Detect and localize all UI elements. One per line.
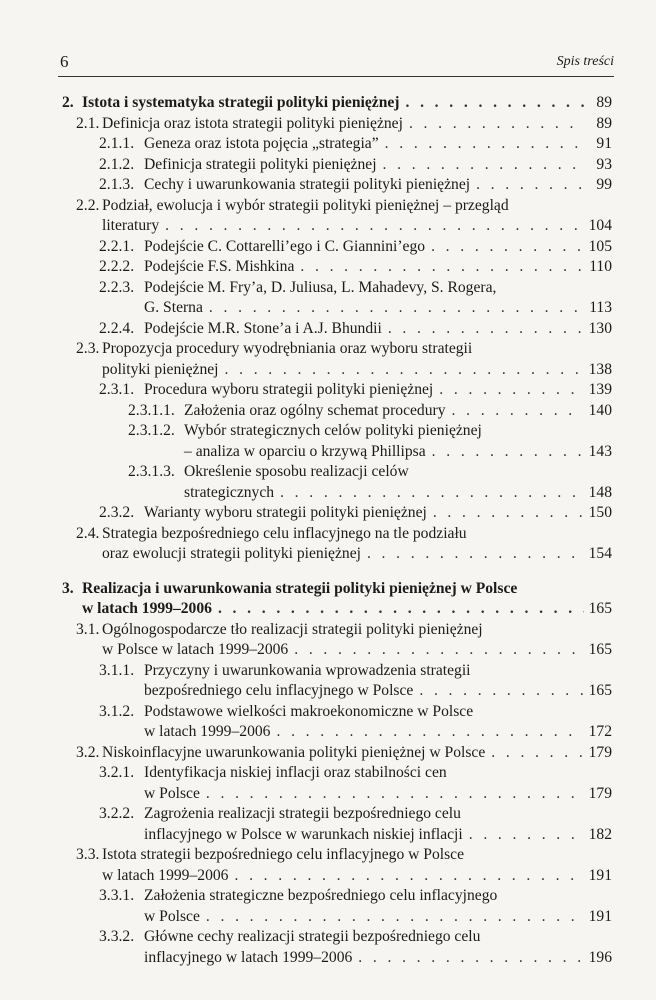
toc-entry-title: w latach 1999–2006 bbox=[144, 723, 271, 740]
toc-entry-title: oraz ewolucji strategii polityki pieniężnej bbox=[102, 545, 361, 562]
toc-entry-number: 2.2.1. bbox=[99, 237, 135, 255]
toc-entry-title: Istota strategii bezpośredniego celu inflacyjnego w Polsce bbox=[102, 846, 465, 863]
dot-leader bbox=[405, 93, 584, 114]
toc-entry-title: strategicznych bbox=[184, 483, 275, 501]
toc-entry-number: 2.1.3. bbox=[99, 176, 135, 193]
toc-entry-title: Definicja strategii polityki pieniężnej bbox=[144, 155, 377, 173]
toc-entry-title: Geneza oraz istota pojęcia „strategia” bbox=[144, 135, 379, 152]
toc-entry bbox=[62, 661, 612, 702]
toc-page-ref: 104 bbox=[588, 217, 612, 234]
toc-entry-number: 2.3.1.2. bbox=[128, 422, 175, 439]
dot-leader bbox=[218, 599, 584, 620]
page-number: 6 bbox=[60, 52, 69, 71]
dot-leader bbox=[367, 544, 584, 565]
toc-entry bbox=[62, 380, 612, 401]
toc-page-ref: 165 bbox=[588, 641, 612, 658]
toc-entry-title: Definicja oraz istota strategii polityki pieniężnej bbox=[102, 114, 403, 132]
toc-entry bbox=[62, 278, 612, 319]
toc-entry bbox=[62, 237, 612, 258]
toc-entry-title: Podejście M. Fry’a, D. Juliusa, L. Mahadevy, S. Rogera, bbox=[144, 278, 497, 296]
dot-leader bbox=[206, 907, 584, 928]
toc-entry-title: Identyfikacja niskiej inflacji oraz stabilności cen bbox=[144, 764, 447, 781]
dot-leader bbox=[383, 155, 584, 176]
toc-entry-title: Propozycja procedury wyodrębniania oraz wyboru strategii bbox=[102, 340, 473, 357]
toc-entry bbox=[62, 845, 612, 886]
toc-entry bbox=[62, 702, 612, 743]
dot-leader bbox=[409, 114, 584, 135]
toc-entry-number: 2.3.1.1. bbox=[128, 401, 175, 419]
toc-entry-title: bezpośredniego celu inflacyjnego w Polsce bbox=[144, 682, 414, 699]
toc-entry-number: 2.1.1. bbox=[99, 135, 135, 152]
dot-leader bbox=[294, 640, 584, 661]
dot-leader bbox=[469, 825, 584, 846]
dot-leader bbox=[432, 442, 584, 463]
toc-entry-title: Strategia bezpośredniego celu inflacyjnego na tle podziału bbox=[102, 524, 467, 542]
toc-entry-number: 2.1. bbox=[76, 114, 100, 132]
toc-entry-number: 2.2.3. bbox=[99, 278, 135, 296]
toc-entry-title: Wybór strategicznych celów polityki pieniężnej bbox=[184, 422, 482, 439]
toc-entry-title: w Polsce bbox=[144, 907, 200, 925]
toc-entry-title: Procedura wyboru strategii polityki pieniężnej bbox=[144, 381, 434, 398]
toc-page-ref: 143 bbox=[588, 442, 612, 460]
toc-page-ref: 196 bbox=[588, 948, 612, 966]
toc-page-ref: 165 bbox=[588, 682, 612, 699]
dot-leader bbox=[234, 866, 584, 887]
toc-entry bbox=[62, 927, 612, 968]
toc-entry bbox=[62, 743, 612, 764]
toc-entry-title: Podejście C. Cottarelli’ego i C. Giannini’ego bbox=[144, 237, 426, 255]
toc-entry-title: polityki pieniężnej bbox=[102, 360, 219, 378]
toc-entry bbox=[62, 421, 612, 462]
toc-entry-number: 2. bbox=[62, 94, 74, 111]
toc-entry-title: G. Sterna bbox=[144, 299, 203, 316]
toc-entry-title: Podstawowe wielkości makroekonomiczne w Polsce bbox=[144, 702, 474, 720]
dot-leader bbox=[225, 360, 585, 381]
running-head bbox=[58, 52, 614, 77]
toc-page-ref: 165 bbox=[588, 600, 612, 617]
toc-entry-number: 3.1.2. bbox=[99, 702, 135, 720]
toc-entry-title: Warianty wyboru strategii polityki pieniężnej bbox=[144, 504, 427, 521]
toc-entry bbox=[62, 196, 612, 237]
toc-entry-title: w latach 1999–2006 bbox=[102, 866, 229, 884]
toc-entry-title: Niskoinflacyjne uwarunkowania polityki pieniężnej w Polsce bbox=[102, 743, 486, 761]
dot-leader bbox=[491, 743, 584, 764]
toc-entry bbox=[62, 804, 612, 845]
dot-leader bbox=[419, 681, 584, 702]
toc-entry-title: w latach 1999–2006 bbox=[82, 600, 212, 617]
toc-entry-number: 2.3.1.3. bbox=[128, 463, 175, 480]
toc-entry-title: Podejście M.R. Stone’a i A.J. Bhundii bbox=[144, 319, 382, 337]
toc-page-ref: 154 bbox=[588, 545, 612, 562]
toc-page-ref: 182 bbox=[588, 825, 612, 843]
toc-entry-title: Podział, ewolucja i wybór strategii polityki pieniężnej – przegląd bbox=[102, 196, 509, 214]
toc-entry bbox=[62, 462, 612, 503]
toc-page-ref: 172 bbox=[588, 723, 612, 740]
dot-leader bbox=[452, 401, 584, 422]
toc-page-ref: 130 bbox=[588, 319, 612, 337]
toc-entry-title: Cechy i uwarunkowania strategii polityki pieniężnej bbox=[144, 176, 471, 193]
toc-entry bbox=[62, 175, 612, 196]
dot-leader bbox=[165, 216, 584, 237]
dot-leader bbox=[206, 784, 584, 805]
toc-entry-title: Przyczyny i uwarunkowania wprowadzenia strategii bbox=[144, 661, 471, 679]
toc-entry-title: Istota i systematyka strategii polityki pieniężnej bbox=[82, 94, 400, 111]
dot-leader bbox=[439, 380, 584, 401]
toc-page-ref: 93 bbox=[596, 155, 612, 173]
toc-page-ref: 110 bbox=[589, 258, 612, 275]
toc-entry-number: 3.2.2. bbox=[99, 805, 135, 822]
toc-chapter bbox=[62, 93, 612, 114]
toc-entry-number: 3.2. bbox=[76, 743, 100, 761]
table-of-contents bbox=[62, 93, 612, 968]
toc-entry-number: 3. bbox=[62, 579, 74, 597]
toc-page-ref: 150 bbox=[588, 504, 612, 521]
toc-entry-title: – analiza w oparciu o krzywą Phillipsa bbox=[184, 442, 426, 460]
toc-entry-number: 2.3.1. bbox=[99, 381, 135, 398]
toc-page-ref: 139 bbox=[588, 381, 612, 398]
toc-page-ref: 148 bbox=[588, 483, 612, 501]
toc-page-ref: 91 bbox=[596, 135, 612, 152]
toc-entry-title: inflacyjnego w Polsce w warunkach niskiej inflacji bbox=[144, 825, 463, 843]
toc-entry bbox=[62, 114, 612, 135]
toc-entry bbox=[62, 257, 612, 278]
toc-entry bbox=[62, 503, 612, 524]
toc-page-ref: 138 bbox=[588, 360, 612, 378]
dot-leader bbox=[476, 175, 584, 196]
toc-entry-number: 3.1.1. bbox=[99, 661, 135, 679]
dot-leader bbox=[209, 298, 584, 319]
toc-page-ref: 140 bbox=[588, 401, 612, 419]
toc-entry-title: w Polsce bbox=[144, 784, 200, 802]
toc-entry bbox=[62, 155, 612, 176]
dot-leader bbox=[433, 503, 584, 524]
toc-page-ref: 105 bbox=[588, 237, 612, 255]
toc-entry-title: Założenia strategiczne bezpośredniego celu inflacyjnego bbox=[144, 887, 498, 904]
toc-entry-title: Zagrożenia realizacji strategii bezpośredniego celu bbox=[144, 805, 461, 822]
toc-entry-number: 2.2.2. bbox=[99, 258, 135, 275]
toc-entry-title: Określenie sposobu realizacji celów bbox=[184, 463, 409, 480]
toc-entry-number: 2.4. bbox=[76, 524, 100, 542]
dot-leader bbox=[276, 722, 584, 743]
toc-page-ref: 179 bbox=[588, 743, 612, 761]
toc-entry-title: inflacyjnego w latach 1999–2006 bbox=[144, 948, 353, 966]
header-title: Spis treści bbox=[556, 54, 614, 69]
toc-entry bbox=[62, 319, 612, 340]
toc-entry bbox=[62, 401, 612, 422]
toc-page-ref: 191 bbox=[588, 907, 612, 925]
dot-leader bbox=[358, 948, 584, 969]
toc-entry-title: Główne cechy realizacji strategii bezpośredniego celu bbox=[144, 928, 481, 945]
toc-entry bbox=[62, 524, 612, 565]
toc-page-ref: 191 bbox=[588, 866, 612, 884]
toc-entry-number: 3.3.1. bbox=[99, 887, 135, 904]
toc-entry bbox=[62, 886, 612, 927]
toc-entry-number: 2.3. bbox=[76, 340, 100, 357]
dot-leader bbox=[280, 483, 584, 504]
toc-entry bbox=[62, 620, 612, 661]
toc-entry bbox=[62, 763, 612, 804]
toc-entry-number: 2.1.2. bbox=[99, 155, 135, 173]
dot-leader bbox=[385, 134, 584, 155]
toc-entry-title: w Polsce w latach 1999–2006 bbox=[102, 641, 289, 658]
toc-entry bbox=[62, 134, 612, 155]
toc-page-ref: 113 bbox=[589, 299, 612, 316]
toc-chapter bbox=[62, 579, 612, 620]
toc-entry-title: Ogólnogospodarcze tło realizacji strategii polityki pieniężnej bbox=[102, 620, 483, 638]
toc-entry-title: Podejście F.S. Mishkina bbox=[144, 258, 295, 275]
toc-page-ref: 89 bbox=[596, 114, 612, 132]
toc-entry-number: 2.3.2. bbox=[99, 504, 135, 521]
toc-entry-title: literatury bbox=[102, 217, 160, 234]
toc-entry-number: 2.2.4. bbox=[99, 319, 135, 337]
toc-entry-title: Założenia oraz ogólny schemat procedury bbox=[184, 401, 446, 419]
toc-page-ref: 179 bbox=[588, 784, 612, 802]
toc-entry-number: 2.2. bbox=[76, 196, 100, 214]
toc-entry-number: 3.3. bbox=[76, 846, 100, 863]
dot-leader bbox=[300, 257, 584, 278]
toc-entry-title: Realizacja i uwarunkowania strategii polityki pieniężnej w Polsce bbox=[82, 579, 518, 597]
dot-leader bbox=[388, 319, 584, 340]
toc-page-ref: 89 bbox=[596, 94, 612, 111]
toc-entry-number: 3.2.1. bbox=[99, 764, 135, 781]
dot-leader bbox=[431, 237, 584, 258]
toc-page-ref: 99 bbox=[596, 176, 612, 193]
toc-entry bbox=[62, 339, 612, 380]
toc-entry-number: 3.1. bbox=[76, 620, 100, 638]
toc-entry-number: 3.3.2. bbox=[99, 928, 135, 945]
